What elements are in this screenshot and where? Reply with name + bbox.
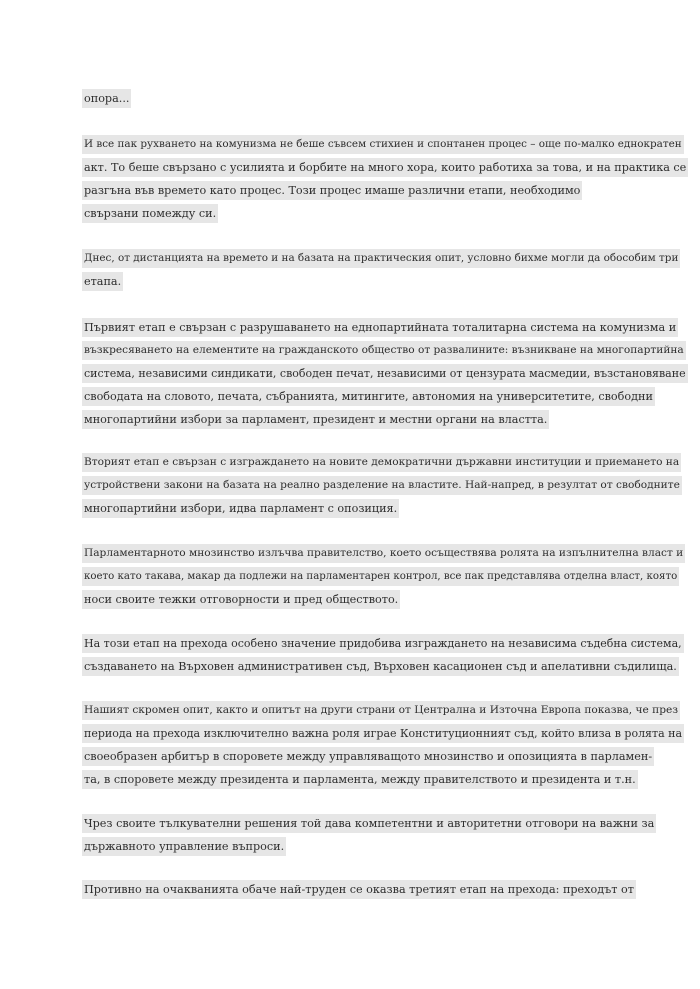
text-line: Противно на очакванията обаче най-труден се оказва третият етап на прехода: преходът от (82, 880, 636, 899)
text-line: Парламентарното мнозинство излъчва правителство, което осъществява ролята на изпълнителна власт и (82, 544, 685, 563)
text-line: Днес, от дистанцията на времето и на базата на практическия опит, условно бихме могли да обособим три (82, 249, 680, 268)
text-line: устройствени закони на базата на реално разделение на властите. Най-напред, в резултат от свободните (82, 476, 682, 495)
text-line: многопартийни избори за парламент, президент и местни органи на властта. (82, 410, 549, 429)
text-line: Вторият етап е свързан с изграждането на новите демократични държавни институции и приемането на (82, 453, 681, 472)
text-line: разгъна във времето като процес. Този процес имаше различни етапи, необходимо (82, 181, 582, 200)
text-line: Чрез своите тълкувателни решения той дава компетентни и авторитетни отговори на важни за (82, 814, 656, 833)
text-line: На този етап на прехода особено значение придобива изграждането на независима съдебна система, (82, 634, 684, 653)
text-line: та, в споровете между президента и парламента, между правителството и президента и т.н. (82, 770, 638, 789)
text-line: създаването на Върховен административен съд, Върховен касационен съд и апелативни съдилища. (82, 657, 679, 676)
text-line: система, независими синдикати, свободен печат, независими от цензурата масмедии, възстановяване (82, 364, 688, 383)
text-line: многопартийни избори, идва парламент с опозиция. (82, 499, 399, 518)
text-line: етапа. (82, 272, 123, 291)
text-line: носи своите тежки отговорности и пред обществото. (82, 590, 400, 609)
text-line: което като такава, макар да подлежи на парламентарен контрол, все пак представлява отделна власт, която (82, 567, 679, 586)
text-line: възкресяването на елементите на гражданското общество от развалините: възникване на многопартийна (82, 341, 686, 360)
text-line: държавното управление въпроси. (82, 837, 286, 856)
text-line: опора... (82, 89, 131, 108)
text-line: свързани помежду си. (82, 204, 218, 223)
text-line: периода на прехода изключително важна роля играе Конституционният съд, който влиза в ролята на (82, 724, 684, 743)
text-line: Първият етап е свързан с разрушаването на еднопартийната тоталитарна система на комунизма и (82, 318, 678, 337)
text-line: Нашият скромен опит, както и опитът на други страни от Централна и Източна Европа показва, че през (82, 701, 680, 720)
text-line: свободата на словото, печата, събранията, митингите, автономия на университетите, свободни (82, 387, 655, 406)
text-line: акт. То беше свързано с усилията и борбите на много хора, които работиха за това, и на практика се (82, 158, 688, 177)
text-line: И все пак рухването на комунизма не беше съвсем стихиен и спонтанен процес – още по-малко еднократен (82, 135, 684, 154)
text-line: своеобразен арбитър в споровете между управляващото мнозинство и опозицията в парламен- (82, 747, 654, 766)
